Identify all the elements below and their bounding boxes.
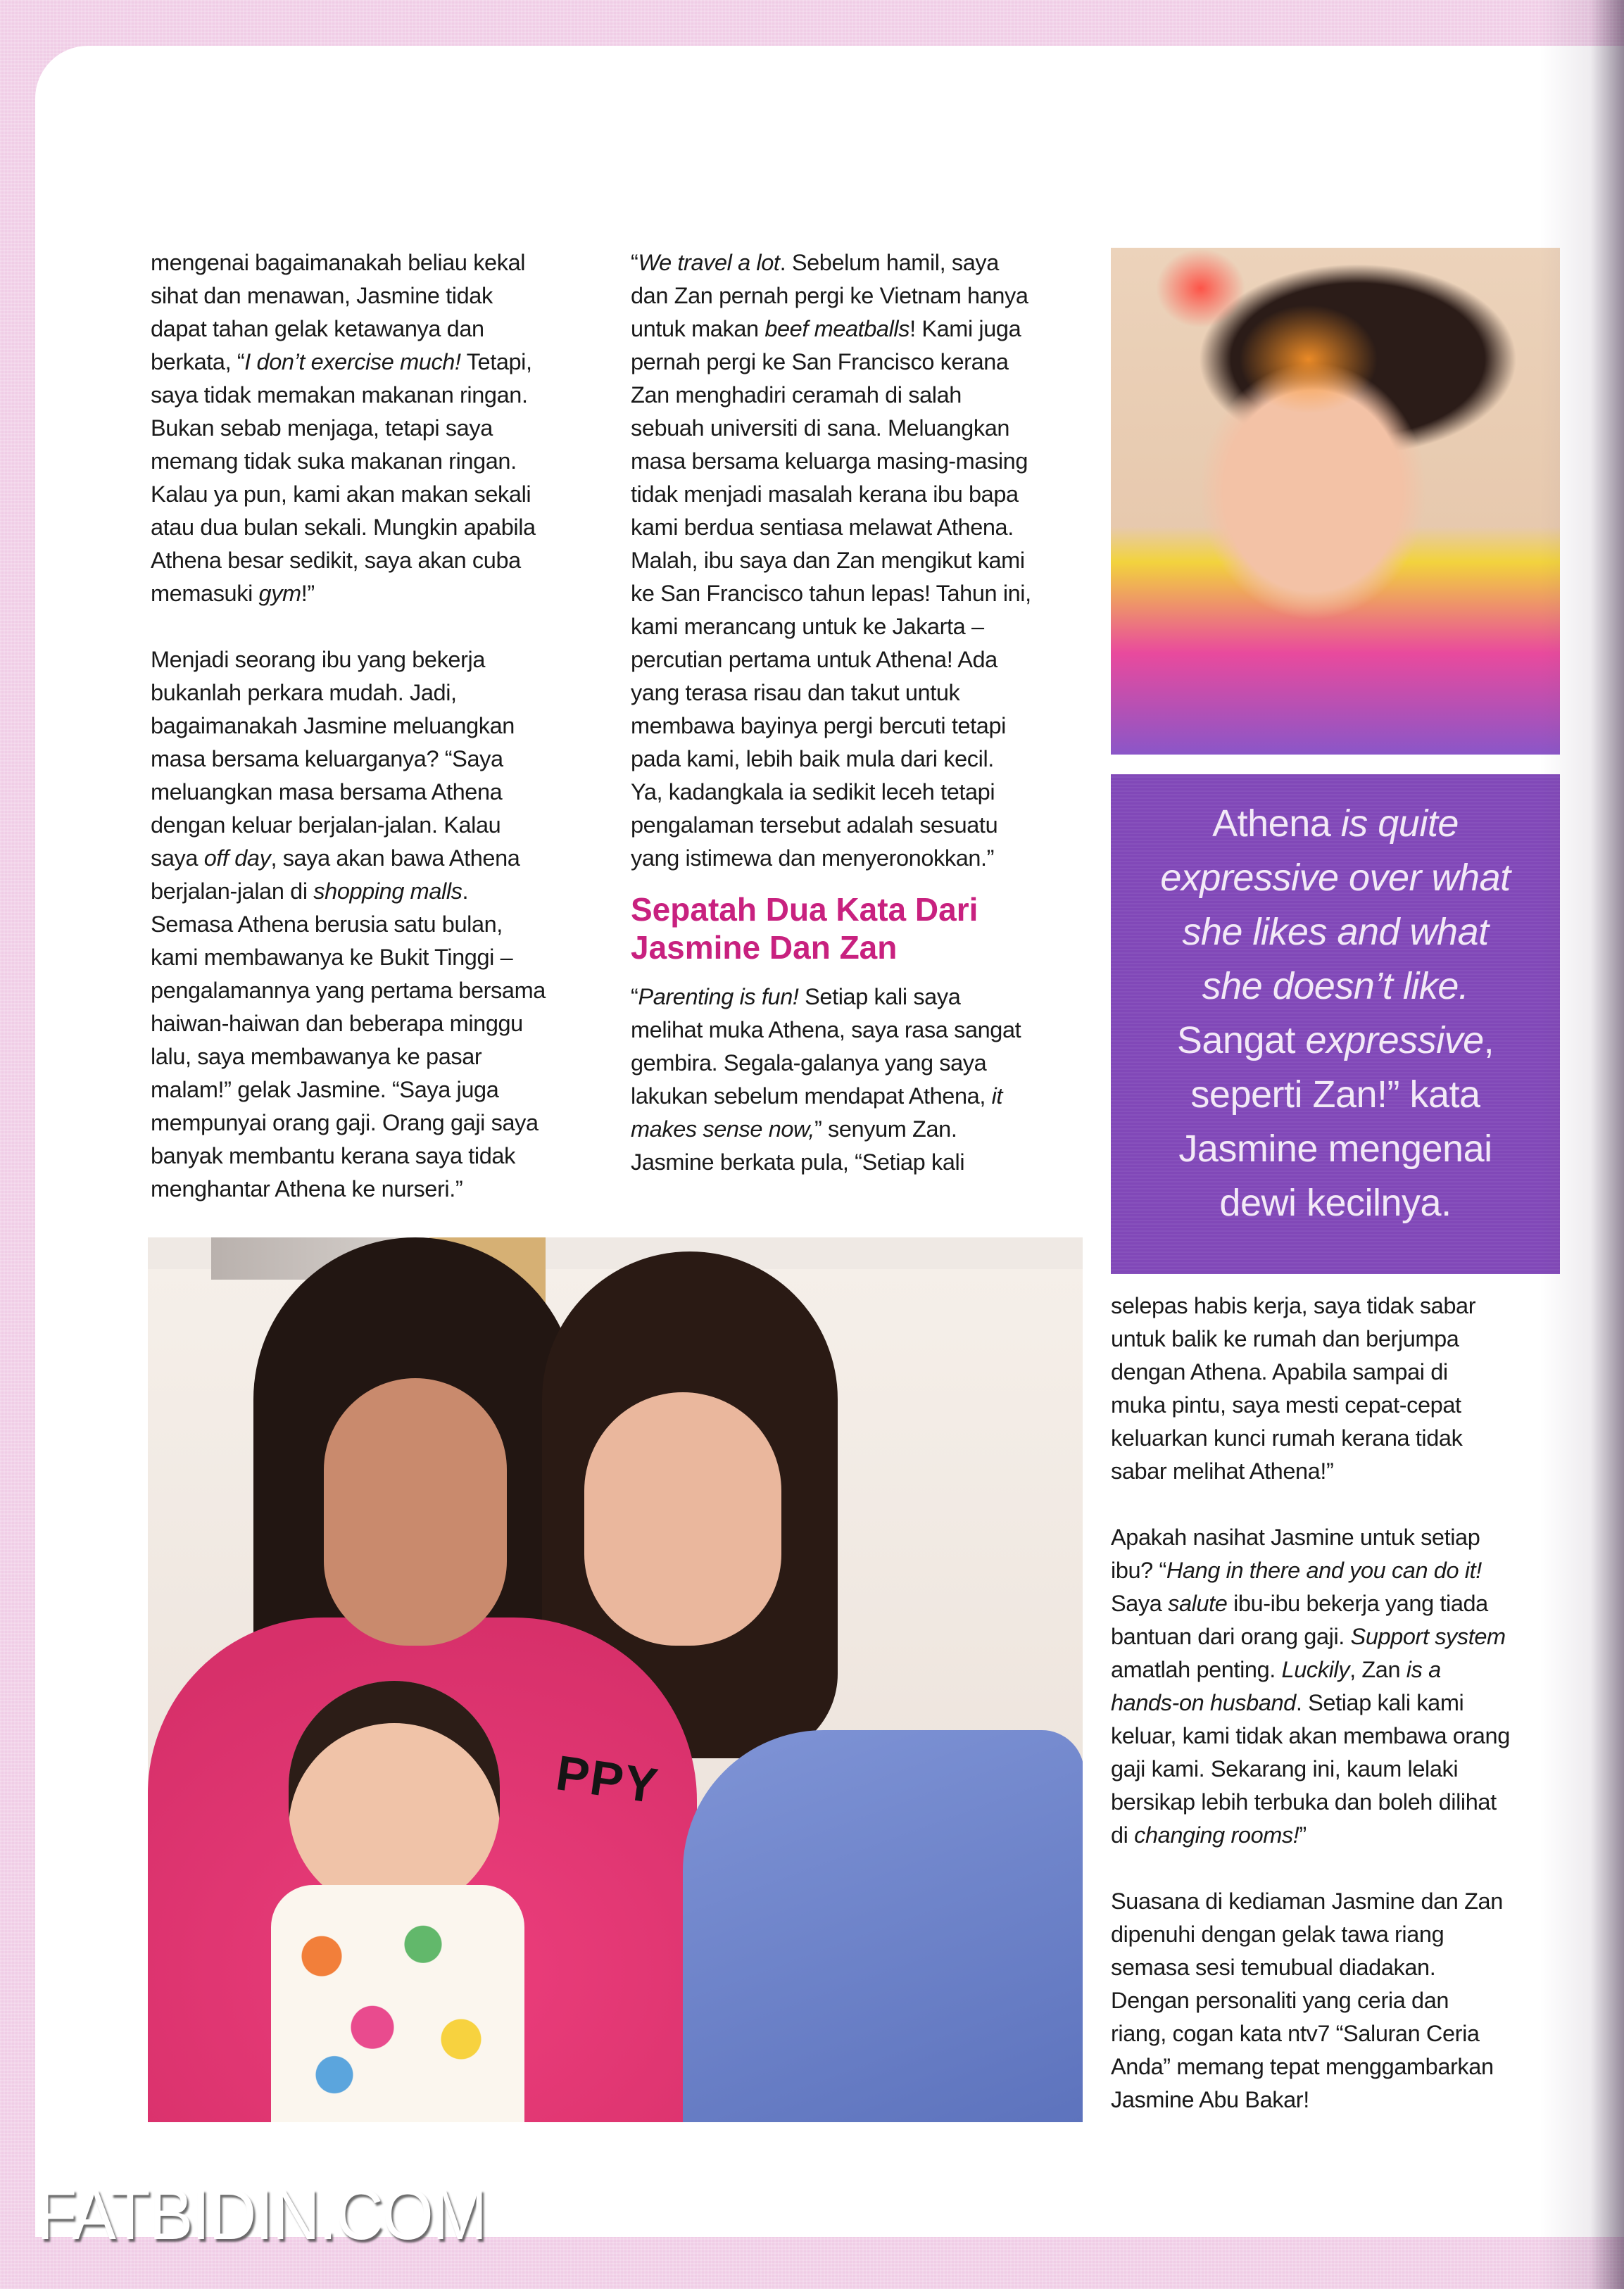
italic-text: salute	[1168, 1591, 1228, 1616]
italic-text: gym	[258, 581, 301, 606]
italic-text: beef meatballs	[764, 316, 910, 341]
paragraph	[631, 246, 1095, 875]
italic-text: Luckily	[1281, 1657, 1350, 1682]
italic-text: We travel a lot	[638, 250, 780, 275]
family-photo	[148, 1237, 1083, 2122]
italic-text: Parenting is fun!	[638, 984, 799, 1009]
italic-text: changing rooms!	[1134, 1822, 1299, 1848]
paragraph	[631, 980, 1095, 1179]
page-spine-shadow	[1540, 0, 1624, 2289]
section-heading: Sepatah Dua Kata Dari Jasmine Dan Zan	[631, 891, 978, 966]
italic-text: shopping malls	[313, 878, 462, 904]
text-run: Suasana di kediaman Jasmine dan Zan dipenuhi dengan gelak tawa riang semasa sesi temubual diadakan. Dengan personaliti yang ceria dan riang, cogan kata ntv7 “Saluran Ceria Anda” memang tepat menggambarkan Jasmine Abu Bakar!	[1111, 1888, 1503, 2112]
text-run: ibu-ibu bekerja yang tiada bantuan dari orang gaji.	[1111, 1591, 1488, 1649]
article-column-1	[151, 246, 615, 1239]
italic-text: Hang in there and you can do it!	[1166, 1558, 1482, 1583]
text-run: , seperti Zan!” kata Jasmine mengenai dewi kecilnya.	[1178, 1019, 1494, 1224]
paragraph	[1111, 1885, 1575, 2117]
text-run: ! Kami juga pernah pergi ke San Francisco kerana Zan menghadiri ceramah di salah sebuah universiti di sana. Meluangkan masa bersama keluarga masing-masing tidak menjadi masalah kerana ibu bapa kami berdua sentiasa melawat Athena. Malah, ibu saya dan Zan mengikut kami ke San Francisco tahun lepas! Tahun ini, kami merancang untuk ke Jakarta – percutian pertama untuk Athena! Ada yang terasa risau dan takut untuk membawa bayinya pergi bercuti tetapi pada kami, lebih baik mula dari kecil. Ya, kadangkala ia sedikit leceh tetapi pengalaman tersebut adalah sesuatu yang istimewa dan menyeronokkan.”	[631, 316, 1031, 871]
article-column-3	[1111, 1289, 1575, 2150]
text-run: ”	[1299, 1822, 1307, 1848]
text-run: amatlah penting.	[1111, 1657, 1276, 1682]
text-run: “	[631, 250, 638, 275]
text-run: “	[631, 984, 638, 1009]
mother-shirt	[683, 1730, 1083, 2122]
text-run: . Sebelum hamil, saya dan Zan pernah pergi ke Vietnam hanya untuk makan	[631, 250, 1028, 341]
article-column-2	[631, 246, 1095, 1212]
text-run: Sangat	[1176, 1019, 1296, 1061]
text-run: Setiap kali saya melihat muka Athena, saya rasa sangat gembira. Segala-galanya yang saya lakukan sebelum mendapat Athena,	[631, 984, 1021, 1109]
text-run: , Zan	[1349, 1657, 1406, 1682]
text-run: Athena	[1212, 802, 1341, 845]
italic-text: it makes sense now,	[631, 1083, 1003, 1142]
baby-dress	[271, 1885, 524, 2122]
italic-text: off day	[203, 845, 271, 871]
baby-photo	[1111, 248, 1560, 755]
paragraph	[1111, 1289, 1575, 1488]
text-run: Saya	[1111, 1591, 1162, 1616]
text-run: ” senyum Zan. Jasmine berkata pula, “Setiap kali	[631, 1116, 965, 1175]
italic-text: I don’t exercise much!	[244, 349, 461, 374]
text-run: Menjadi seorang ibu yang bekerja bukanlah perkara mudah. Jadi, bagaimanakah Jasmine meluangkan masa bersama keluarganya? “Saya meluangkan masa bersama Athena dengan keluar berjalan-jalan. Kalau saya	[151, 647, 515, 871]
italic-text: is quite expressive over what she likes and what she doesn’t like.	[1160, 802, 1511, 1007]
text-run: Tetapi, saya tidak memakan makanan ringan. Bukan sebab menjaga, tetapi saya memang tidak suka makanan ringan. Kalau ya pun, kami akan makan sekali atau dua bulan sekali. Mungkin apabila Athena besar sedikit, saya akan cuba memasuki	[151, 349, 536, 606]
text-run: . Semasa Athena berusia satu bulan, kami membawanya ke Bukit Tinggi – pengalamannya yang pertama bersama haiwan-haiwan dan beberapa minggu lalu, saya membawanya ke pasar malam!” gelak Jasmine. “Saya juga mempunyai orang gaji. Orang gaji saya banyak membantu kerana saya tidak menghantar Athena ke nurseri.”	[151, 878, 546, 1202]
text-run: Apakah nasihat Jasmine untuk setiap ibu? “	[1111, 1525, 1480, 1583]
father-face	[324, 1378, 507, 1646]
italic-text: is a hands-on husband	[1111, 1657, 1441, 1715]
mother-face	[584, 1392, 781, 1646]
text-run: . Setiap kali kami keluar, kami tidak akan membawa orang gaji kami. Sekarang ini, kaum lelaki bersikap lebih terbuka dan boleh dilihat di	[1111, 1690, 1510, 1848]
paragraph	[151, 246, 615, 610]
pull-quote-text	[1111, 797, 1560, 1230]
shirt-print: PPY	[553, 1745, 662, 1814]
text-run: , saya akan bawa Athena berjalan-jalan di	[151, 845, 520, 904]
text-run: mengenai bagaimanakah beliau kekal sihat dan menawan, Jasmine tidak dapat tahan gelak ketawanya dan berkata, “	[151, 250, 526, 374]
text-run: !”	[301, 581, 315, 606]
italic-text: Support system	[1350, 1624, 1506, 1649]
paragraph	[1111, 1521, 1575, 1852]
watermark: FATBIDIN.COM	[37, 2174, 486, 2255]
pull-quote-box	[1111, 774, 1560, 1274]
baby-head	[289, 1681, 500, 1913]
italic-text: expressive	[1305, 1019, 1484, 1061]
text-run: selepas habis kerja, saya tidak sabar untuk balik ke rumah dan berjumpa dengan Athena. Apabila sampai di muka pintu, saya mesti cepat-cepat keluarkan kunci rumah kerana tidak sabar melihat Athena!”	[1111, 1293, 1476, 1484]
paragraph	[151, 643, 615, 1206]
